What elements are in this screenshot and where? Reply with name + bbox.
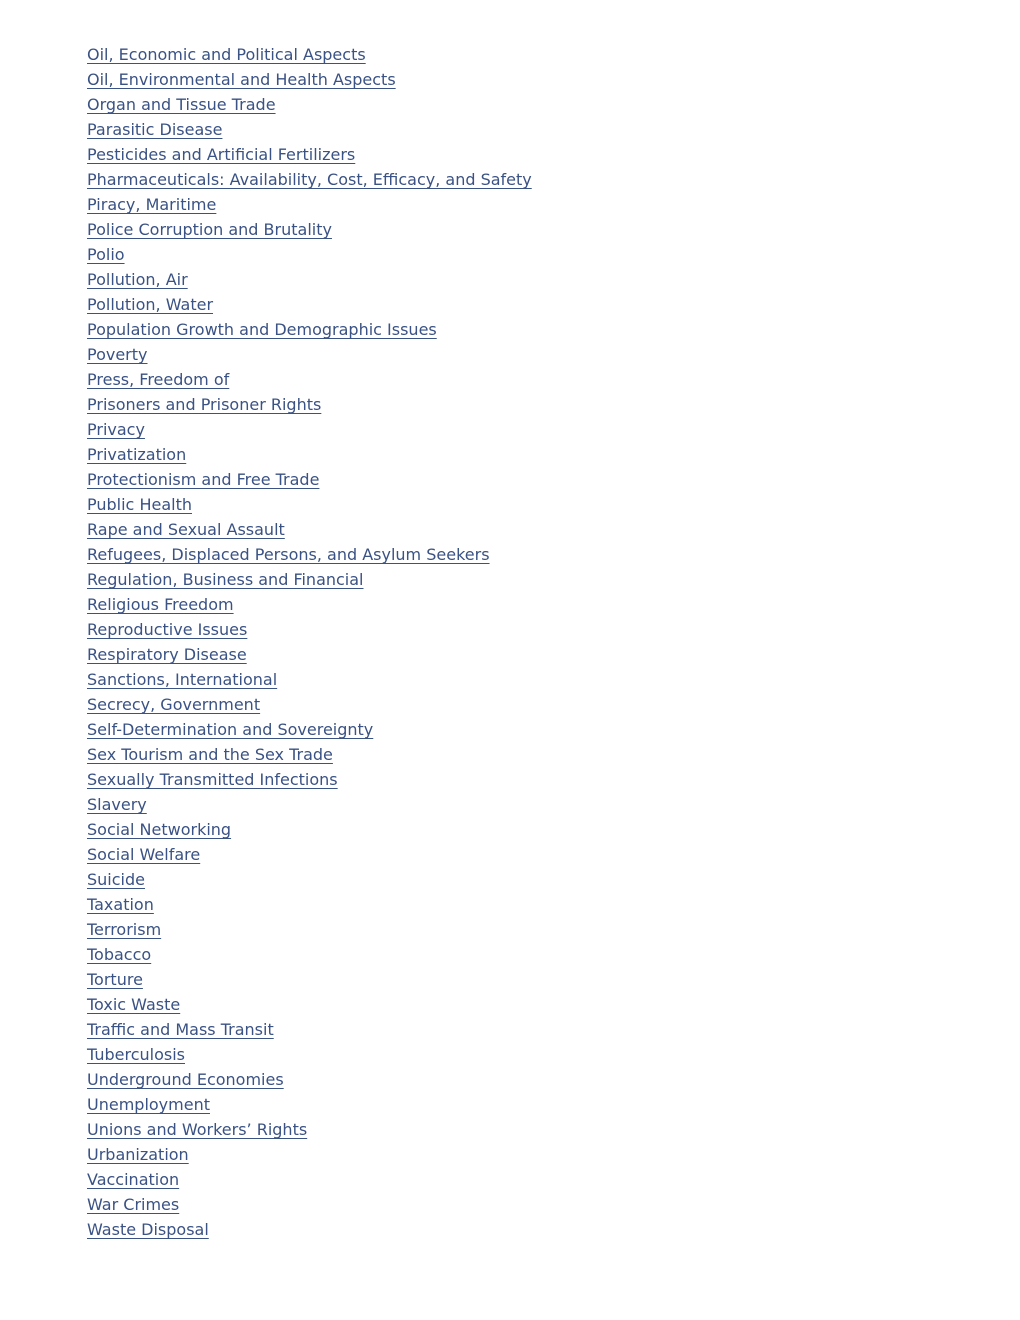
topic-list-item — [87, 767, 532, 792]
topic-list-item — [87, 592, 532, 617]
topic-link-list — [87, 42, 532, 1242]
topic-list-item — [87, 342, 532, 367]
topic-list-item — [87, 1117, 532, 1142]
topic-link[interactable]: Prisoners and Prisoner Rights — [87, 395, 322, 414]
topic-list-item — [87, 267, 532, 292]
topic-link[interactable]: Poverty — [87, 345, 148, 364]
topic-list-item — [87, 517, 532, 542]
topic-link[interactable]: Refugees, Displaced Persons, and Asylum Seekers — [87, 545, 490, 564]
topic-link[interactable]: Reproductive Issues — [87, 620, 248, 639]
topic-list-item — [87, 542, 532, 567]
topic-list-item — [87, 467, 532, 492]
topic-list-item — [87, 142, 532, 167]
topic-list-item — [87, 867, 532, 892]
topic-list-item — [87, 642, 532, 667]
topic-list-item — [87, 1142, 532, 1167]
topic-link[interactable]: Pharmaceuticals: Availability, Cost, Efficacy, and Safety — [87, 170, 532, 189]
topic-list-item — [87, 967, 532, 992]
topic-list-item — [87, 842, 532, 867]
topic-list-item — [87, 167, 532, 192]
topic-link[interactable]: Torture — [87, 970, 143, 989]
topic-list-item — [87, 667, 532, 692]
topic-list-item — [87, 717, 532, 742]
topic-list-item — [87, 92, 532, 117]
topic-list-item — [87, 492, 532, 517]
topic-list-item — [87, 317, 532, 342]
topic-link[interactable]: Public Health — [87, 495, 192, 514]
topic-link[interactable]: Underground Economies — [87, 1070, 284, 1089]
topic-link[interactable]: Organ and Tissue Trade — [87, 95, 276, 114]
topic-list-item — [87, 1017, 532, 1042]
topic-link[interactable]: Pollution, Air — [87, 270, 188, 289]
topic-link[interactable]: Parasitic Disease — [87, 120, 223, 139]
topic-list-item — [87, 292, 532, 317]
topic-link[interactable]: Privacy — [87, 420, 145, 439]
topic-link[interactable]: Terrorism — [87, 920, 162, 939]
topic-list-item — [87, 1192, 532, 1217]
topic-link[interactable]: Respiratory Disease — [87, 645, 247, 664]
topic-link[interactable]: Piracy, Maritime — [87, 195, 217, 214]
topic-list-item — [87, 1217, 532, 1242]
topic-list-item — [87, 192, 532, 217]
topic-list-item — [87, 1092, 532, 1117]
topic-link[interactable]: Religious Freedom — [87, 595, 234, 614]
topic-link[interactable]: Sanctions, International — [87, 670, 278, 689]
topic-link[interactable]: Protectionism and Free Trade — [87, 470, 320, 489]
topic-link[interactable]: Vaccination — [87, 1170, 180, 1189]
topic-list-item — [87, 742, 532, 767]
topic-link[interactable]: Sex Tourism and the Sex Trade — [87, 745, 333, 764]
topic-link[interactable]: Unions and Workers’ Rights — [87, 1120, 308, 1139]
topic-link[interactable]: Waste Disposal — [87, 1220, 209, 1239]
topic-link[interactable]: Unemployment — [87, 1095, 210, 1114]
topic-link[interactable]: Urbanization — [87, 1145, 189, 1164]
topic-list-item — [87, 367, 532, 392]
topic-link[interactable]: Pollution, Water — [87, 295, 214, 314]
topic-list-item — [87, 992, 532, 1017]
topic-list-item — [87, 792, 532, 817]
topic-link[interactable]: Secrecy, Government — [87, 695, 261, 714]
topic-list-item — [87, 1042, 532, 1067]
topic-link[interactable]: Rape and Sexual Assault — [87, 520, 285, 539]
topic-list-item — [87, 417, 532, 442]
topic-link[interactable]: Polio — [87, 245, 125, 264]
topic-link[interactable]: Self-Determination and Sovereignty — [87, 720, 374, 739]
topic-list-item — [87, 67, 532, 92]
topic-list-item — [87, 392, 532, 417]
topic-list-item — [87, 42, 532, 67]
topic-list-item — [87, 242, 532, 267]
topic-list-item — [87, 692, 532, 717]
topic-link[interactable]: Social Welfare — [87, 845, 201, 864]
topic-link[interactable]: Sexually Transmitted Infections — [87, 770, 338, 789]
topic-list-item — [87, 1167, 532, 1192]
topic-list-item — [87, 117, 532, 142]
topic-link[interactable]: Privatization — [87, 445, 187, 464]
topic-list-item — [87, 942, 532, 967]
topic-link[interactable]: Pesticides and Artificial Fertilizers — [87, 145, 356, 164]
topic-link[interactable]: Population Growth and Demographic Issues — [87, 320, 437, 339]
topic-link[interactable]: Toxic Waste — [87, 995, 181, 1014]
topic-list-item — [87, 217, 532, 242]
topic-list-item — [87, 1067, 532, 1092]
topic-list-item — [87, 617, 532, 642]
topic-link[interactable]: Press, Freedom of — [87, 370, 230, 389]
topic-list-item — [87, 442, 532, 467]
topic-link[interactable]: War Crimes — [87, 1195, 180, 1214]
topic-list-item — [87, 917, 532, 942]
topic-link[interactable]: Taxation — [87, 895, 154, 914]
topic-link[interactable]: Oil, Environmental and Health Aspects — [87, 70, 396, 89]
topic-list-item — [87, 817, 532, 842]
topic-link[interactable]: Social Networking — [87, 820, 232, 839]
topic-link[interactable]: Oil, Economic and Political Aspects — [87, 45, 366, 64]
topic-link[interactable]: Tobacco — [87, 945, 152, 964]
topic-link[interactable]: Regulation, Business and Financial — [87, 570, 364, 589]
topic-link[interactable]: Slavery — [87, 795, 147, 814]
topic-list-item — [87, 567, 532, 592]
topic-list-item — [87, 892, 532, 917]
topic-link[interactable]: Police Corruption and Brutality — [87, 220, 332, 239]
topic-link[interactable]: Suicide — [87, 870, 145, 889]
topic-link[interactable]: Tuberculosis — [87, 1045, 185, 1064]
topic-link[interactable]: Traffic and Mass Transit — [87, 1020, 274, 1039]
